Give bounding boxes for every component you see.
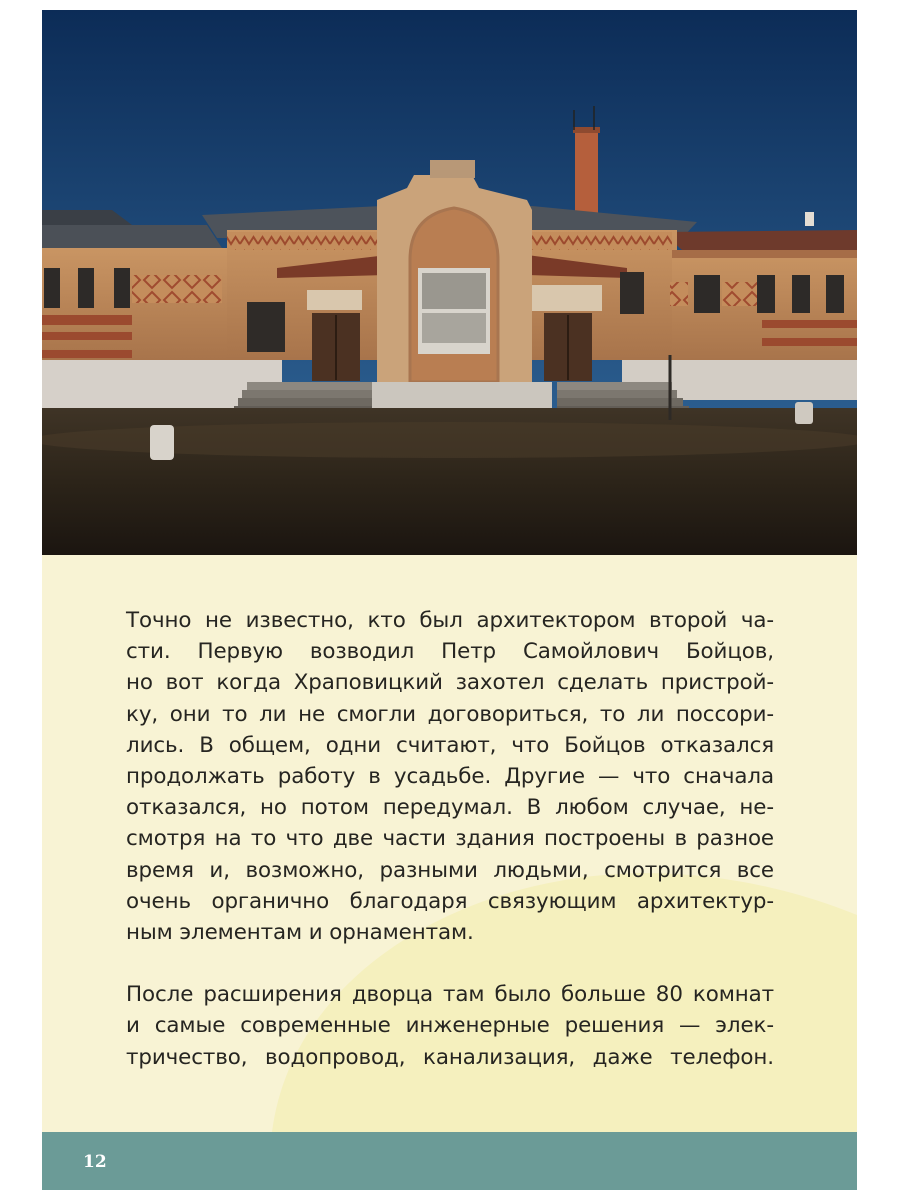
page-number: 12 — [83, 1152, 107, 1172]
text-line: время и, возможно, разными людьми, смотрится все — [126, 857, 774, 883]
text-line: лись. В общем, одни считают, что Бойцов отказался — [126, 732, 774, 758]
text-line: продолжать работу в усадьбе. Другие — что сначала — [126, 764, 774, 790]
chimney — [575, 130, 598, 215]
text-line: но вот когда Храповицкий захотел сделать пристрой- — [126, 670, 774, 696]
text-line: ным элементам и орнаментам. — [126, 920, 474, 946]
manor-photo-illustration — [42, 10, 857, 555]
text-line: ку, они то ли не смогли договориться, то ли поссори- — [126, 701, 774, 727]
text-panel — [42, 555, 857, 1132]
text-line: тричество, водопровод, канализация, даже телефон. — [126, 1044, 774, 1070]
text-line: После расширения дворца там было больше 80 комнат — [126, 982, 774, 1008]
text-line: и самые современные инженерные решения — элек- — [126, 1013, 774, 1039]
left-wing — [42, 248, 232, 360]
text-line: очень органично благодаря связующим архитектур- — [126, 888, 774, 914]
text-line: отказался, но потом передумал. В любом случае, не- — [126, 795, 774, 821]
paragraph-1 — [126, 605, 774, 948]
page-footer — [42, 1132, 857, 1190]
article-body — [126, 605, 774, 1073]
text-line: смотря на то что две части здания построены в разное — [126, 826, 774, 852]
stone-bollard — [150, 425, 174, 460]
paragraph-2 — [126, 979, 774, 1073]
text-line: Точно не известно, кто был архитектором второй ча- — [126, 608, 774, 633]
manor-photo — [42, 10, 857, 555]
page — [42, 10, 857, 1190]
text-line: сти. Первую возводил Петр Самойлович Бойцов, — [126, 639, 774, 665]
